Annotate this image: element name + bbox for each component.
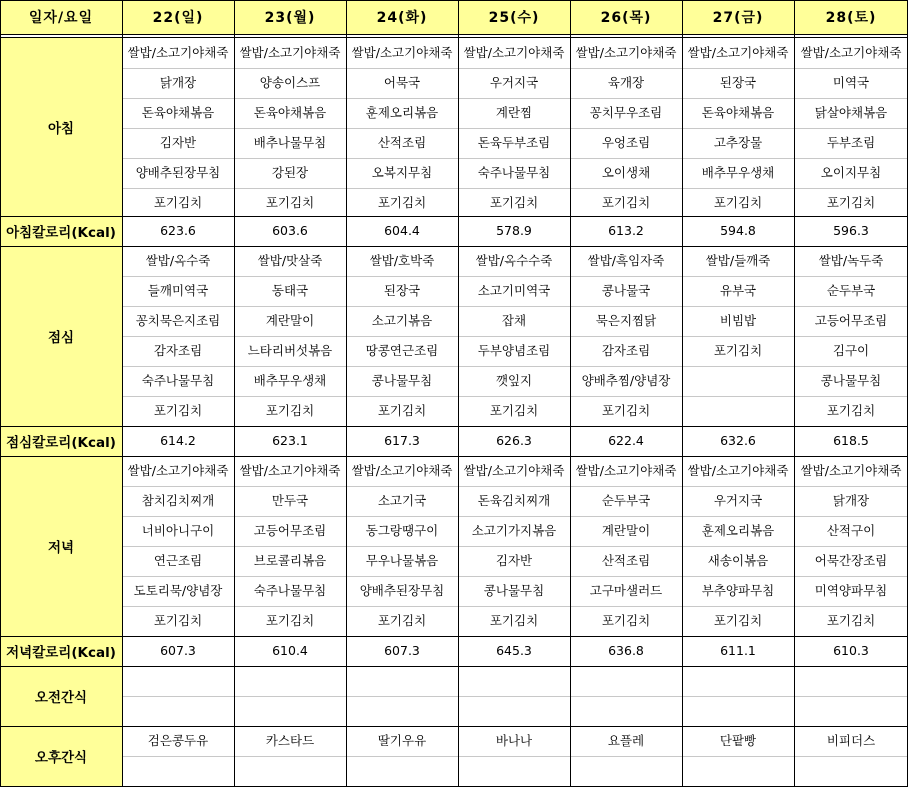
menu-cell: 쌀밥/소고기야채죽: [463, 463, 565, 478]
row-divider: [122, 98, 908, 99]
menu-cell: 623.1: [272, 433, 308, 448]
menu-cell: [234, 666, 346, 696]
menu-cell: 소고기미역국: [477, 283, 551, 298]
menu-cell: 콩나물무침: [483, 583, 545, 598]
menu-cell: 두부양념조림: [477, 343, 551, 358]
menu-cell: 쌀밥/소고기야채죽: [800, 45, 902, 60]
menu-cell: 부추양파무침: [701, 583, 775, 598]
menu-cell: [570, 756, 682, 786]
menu-cell: 단팥빵: [719, 733, 757, 748]
menu-cell: 배추무우생채: [253, 373, 327, 388]
menu-cell: 닭살야채볶음: [814, 105, 888, 120]
row-divider: [122, 128, 908, 129]
menu-cell: 쌀밥/옥수죽: [145, 253, 211, 268]
menu-cell: 양배추된장무침: [359, 583, 445, 598]
menu-cell: 623.6: [160, 223, 196, 238]
menu-cell: 우거지국: [713, 493, 763, 508]
row-divider: [122, 396, 908, 397]
row-divider: [122, 486, 908, 487]
menu-cell: 만두국: [271, 493, 309, 508]
menu-cell: 포기김치: [377, 403, 427, 418]
menu-cell: 훈제오리볶음: [701, 523, 775, 538]
menu-cell: 배추나물무침: [253, 135, 327, 150]
menu-cell: [682, 396, 794, 426]
menu-cell: [234, 696, 346, 726]
row-divider: [122, 576, 908, 577]
row-divider: [122, 336, 908, 337]
menu-cell: 동그랑땡구이: [365, 523, 439, 538]
menu-cell: 쌀밥/소고기야채죽: [687, 463, 789, 478]
menu-cell: 626.3: [496, 433, 532, 448]
row-divider: [122, 606, 908, 607]
menu-cell: 감자조림: [153, 343, 203, 358]
menu-cell: 숙주나물무침: [253, 583, 327, 598]
menu-cell: 닭개장: [159, 75, 197, 90]
menu-cell: 쌀밥/소고기야채죽: [575, 463, 677, 478]
row-divider: [122, 366, 908, 367]
menu-cell: 된장국: [719, 75, 757, 90]
menu-cell: 감자조림: [601, 343, 651, 358]
day-header: 23(월): [234, 0, 346, 34]
menu-cell: 쌀밥/들깨죽: [705, 253, 771, 268]
menu-cell: 양배추된장무침: [135, 165, 221, 180]
menu-cell: 순두부국: [601, 493, 651, 508]
menu-cell: [458, 696, 570, 726]
menu-cell: 돈육야채볶음: [141, 105, 215, 120]
menu-cell: 611.1: [720, 643, 756, 658]
menu-cell: 숙주나물무침: [477, 165, 551, 180]
menu-cell: [122, 696, 234, 726]
menu-cell: 돈육두부조림: [477, 135, 551, 150]
menu-cell: 바나나: [495, 733, 533, 748]
section-label: 저녁칼로리(Kcal): [0, 636, 122, 666]
grid-line: [458, 0, 459, 787]
menu-cell: 오복지무침: [371, 165, 433, 180]
menu-cell: [234, 756, 346, 786]
menu-cell: 포기김치: [713, 195, 763, 210]
menu-cell: 검은콩두유: [147, 733, 209, 748]
menu-cell: 617.3: [384, 433, 420, 448]
menu-cell: 포기김치: [601, 613, 651, 628]
grid-line: [794, 0, 795, 787]
day-header: 27(금): [682, 0, 794, 34]
menu-cell: 포기김치: [826, 613, 876, 628]
grid-line: [0, 636, 908, 637]
menu-cell: [570, 666, 682, 696]
day-header: 26(목): [570, 0, 682, 34]
menu-cell: 순두부국: [826, 283, 876, 298]
menu-cell: 카스타드: [265, 733, 315, 748]
corner-header: 일자/요일: [0, 0, 122, 34]
menu-cell: [122, 756, 234, 786]
menu-cell: 고추장물: [713, 135, 763, 150]
menu-cell: 유부국: [719, 283, 757, 298]
menu-cell: 포기김치: [601, 403, 651, 418]
menu-cell: 된장국: [383, 283, 421, 298]
menu-cell: 쌀밥/소고기야채죽: [351, 45, 453, 60]
section-label: 아침칼로리(Kcal): [0, 216, 122, 246]
row-divider: [122, 546, 908, 547]
menu-cell: 604.4: [384, 223, 420, 238]
menu-cell: 포기김치: [153, 613, 203, 628]
menu-cell: 쌀밥/소고기야채죽: [575, 45, 677, 60]
menu-cell: [682, 696, 794, 726]
menu-cell: [794, 756, 908, 786]
menu-cell: 쌀밥/소고기야채죽: [800, 463, 902, 478]
grid-line: [570, 0, 571, 787]
row-divider: [122, 756, 908, 757]
menu-cell: [570, 696, 682, 726]
menu-cell: 미역국: [832, 75, 870, 90]
menu-cell: 오이지무침: [820, 165, 882, 180]
menu-cell: 쌀밥/소고기야채죽: [351, 463, 453, 478]
menu-cell: 김구이: [832, 343, 870, 358]
section-label: 점심: [0, 246, 122, 426]
grid-line: [0, 0, 1, 787]
menu-cell: [794, 666, 908, 696]
menu-cell: 무우나물볶음: [365, 553, 439, 568]
menu-cell: 포기김치: [489, 195, 539, 210]
menu-cell: 636.8: [608, 643, 644, 658]
menu-cell: 포기김치: [265, 613, 315, 628]
menu-cell: 622.4: [608, 433, 644, 448]
menu-cell: 계란말이: [601, 523, 651, 538]
menu-cell: 포기김치: [265, 403, 315, 418]
section-label: 저녁: [0, 456, 122, 636]
day-header: 24(화): [346, 0, 458, 34]
day-header: 22(일): [122, 0, 234, 34]
grid-line: [0, 37, 908, 38]
menu-cell: 쌀밥/흑임자죽: [587, 253, 665, 268]
menu-cell: 산적조림: [601, 553, 651, 568]
menu-cell: 포기김치: [713, 613, 763, 628]
menu-cell: 어묵국: [383, 75, 421, 90]
menu-cell: 돈육야채볶음: [253, 105, 327, 120]
grid-line: [122, 0, 123, 787]
menu-cell: 포기김치: [826, 403, 876, 418]
menu-cell: 계란찜: [495, 105, 533, 120]
menu-cell: 소고기볶음: [371, 313, 433, 328]
menu-cell: [122, 666, 234, 696]
menu-cell: 양배추찜/양념장: [581, 373, 671, 388]
menu-cell: 깻잎지: [495, 373, 533, 388]
menu-cell: 땅콩연근조림: [365, 343, 439, 358]
menu-cell: 포기김치: [489, 403, 539, 418]
menu-cell: 미역양파무침: [814, 583, 888, 598]
menu-cell: 603.6: [272, 223, 308, 238]
menu-cell: 김자반: [159, 135, 197, 150]
menu-cell: 꽁치무우조림: [589, 105, 663, 120]
menu-cell: [346, 696, 458, 726]
row-divider: [122, 276, 908, 277]
menu-cell: 596.3: [833, 223, 869, 238]
menu-cell: 돈육야채볶음: [701, 105, 775, 120]
menu-cell: 포기김치: [265, 195, 315, 210]
grid-line: [0, 216, 908, 217]
menu-cell: 소고기국: [377, 493, 427, 508]
menu-cell: 양송이스프: [259, 75, 321, 90]
menu-cell: 콩나물무침: [371, 373, 433, 388]
menu-cell: [794, 696, 908, 726]
menu-cell: 어묵간장조림: [814, 553, 888, 568]
menu-cell: 산적구이: [826, 523, 876, 538]
menu-cell: 고등어무조림: [253, 523, 327, 538]
menu-cell: 포기김치: [377, 613, 427, 628]
menu-cell: 613.2: [608, 223, 644, 238]
menu-cell: 607.3: [384, 643, 420, 658]
menu-cell: 610.3: [833, 643, 869, 658]
menu-cell: 훈제오리볶음: [365, 105, 439, 120]
menu-cell: 포기김치: [377, 195, 427, 210]
menu-cell: 쌀밥/소고기야채죽: [127, 45, 229, 60]
menu-cell: 소고기가지볶음: [471, 523, 557, 538]
section-label: 점심칼로리(Kcal): [0, 426, 122, 456]
menu-cell: 콩나물국: [601, 283, 651, 298]
menu-cell: 요플레: [607, 733, 645, 748]
menu-cell: 594.8: [720, 223, 756, 238]
menu-cell: 김자반: [495, 553, 533, 568]
menu-cell: 고등어무조림: [814, 313, 888, 328]
grid-line: [0, 0, 908, 1]
menu-cell: 포기김치: [489, 613, 539, 628]
menu-cell: 배추무우생채: [701, 165, 775, 180]
section-label: 오후간식: [0, 726, 122, 786]
section-label: 아침: [0, 38, 122, 216]
menu-cell: 포기김치: [826, 195, 876, 210]
menu-cell: 645.3: [496, 643, 532, 658]
menu-cell: 닭개장: [832, 493, 870, 508]
menu-cell: 포기김치: [153, 195, 203, 210]
menu-cell: 강된장: [271, 165, 309, 180]
menu-cell: 쌀밥/소고기야채죽: [127, 463, 229, 478]
grid-line: [0, 246, 908, 247]
menu-cell: 꽁치묵은지조림: [135, 313, 221, 328]
menu-cell: [682, 366, 794, 396]
menu-cell: 포기김치: [153, 403, 203, 418]
menu-cell: [346, 756, 458, 786]
menu-cell: 너비아니구이: [141, 523, 215, 538]
menu-cell: [682, 756, 794, 786]
menu-cell: 산적조림: [377, 135, 427, 150]
grid-line: [0, 726, 908, 727]
menu-cell: 포기김치: [713, 343, 763, 358]
menu-cell: [682, 666, 794, 696]
menu-cell: 참치김치찌개: [141, 493, 215, 508]
row-divider: [122, 696, 908, 697]
row-divider: [122, 516, 908, 517]
menu-cell: 잡채: [501, 313, 527, 328]
menu-cell: 콩나물무침: [820, 373, 882, 388]
menu-cell: 도토리묵/양념장: [133, 583, 223, 598]
menu-cell: 새송이볶음: [707, 553, 769, 568]
menu-cell: 들깨미역국: [147, 283, 209, 298]
menu-cell: 쌀밥/녹두죽: [818, 253, 884, 268]
menu-cell: 육개장: [607, 75, 645, 90]
grid-line: [0, 666, 908, 667]
menu-cell: 610.4: [272, 643, 308, 658]
menu-cell: 두부조림: [826, 135, 876, 150]
menu-cell: 고구마샐러드: [589, 583, 663, 598]
menu-cell: 쌀밥/호박죽: [369, 253, 435, 268]
menu-cell: 우거지국: [489, 75, 539, 90]
menu-cell: 묵은지찜닭: [595, 313, 657, 328]
grid-line: [0, 426, 908, 427]
menu-cell: 포기김치: [601, 195, 651, 210]
menu-cell: 쌀밥/소고기야채죽: [687, 45, 789, 60]
row-divider: [122, 158, 908, 159]
grid-line: [0, 456, 908, 457]
menu-cell: 브로콜리볶음: [253, 553, 327, 568]
row-divider: [122, 306, 908, 307]
menu-cell: 쌀밥/소고기야채죽: [463, 45, 565, 60]
menu-cell: 느타리버섯볶음: [247, 343, 333, 358]
menu-cell: [458, 756, 570, 786]
menu-cell: 614.2: [160, 433, 196, 448]
menu-cell: 동태국: [271, 283, 309, 298]
menu-cell: 578.9: [496, 223, 532, 238]
menu-cell: 쌀밥/소고기야채죽: [239, 45, 341, 60]
menu-cell: 우엉조림: [601, 135, 651, 150]
menu-cell: 숙주나물무침: [141, 373, 215, 388]
grid-line: [234, 0, 235, 787]
menu-cell: 쌀밥/옥수수죽: [475, 253, 553, 268]
menu-cell: 연근조림: [153, 553, 203, 568]
menu-cell: 632.6: [720, 433, 756, 448]
menu-cell: 돈육김치찌개: [477, 493, 551, 508]
grid-line: [346, 0, 347, 787]
menu-cell: 618.5: [833, 433, 869, 448]
menu-cell: 비피더스: [826, 733, 876, 748]
menu-cell: 607.3: [160, 643, 196, 658]
menu-cell: 쌀밥/소고기야채죽: [239, 463, 341, 478]
grid-line: [0, 34, 908, 35]
day-header: 25(수): [458, 0, 570, 34]
menu-cell: [458, 666, 570, 696]
menu-cell: 쌀밥/맛살죽: [257, 253, 323, 268]
menu-cell: 딸기우유: [377, 733, 427, 748]
grid-line: [682, 0, 683, 787]
menu-cell: 계란말이: [265, 313, 315, 328]
row-divider: [122, 188, 908, 189]
menu-cell: 오이생채: [601, 165, 651, 180]
section-label: 오전간식: [0, 666, 122, 726]
menu-cell: [346, 666, 458, 696]
row-divider: [122, 68, 908, 69]
menu-cell: 비빔밥: [719, 313, 757, 328]
day-header: 28(토): [794, 0, 908, 34]
